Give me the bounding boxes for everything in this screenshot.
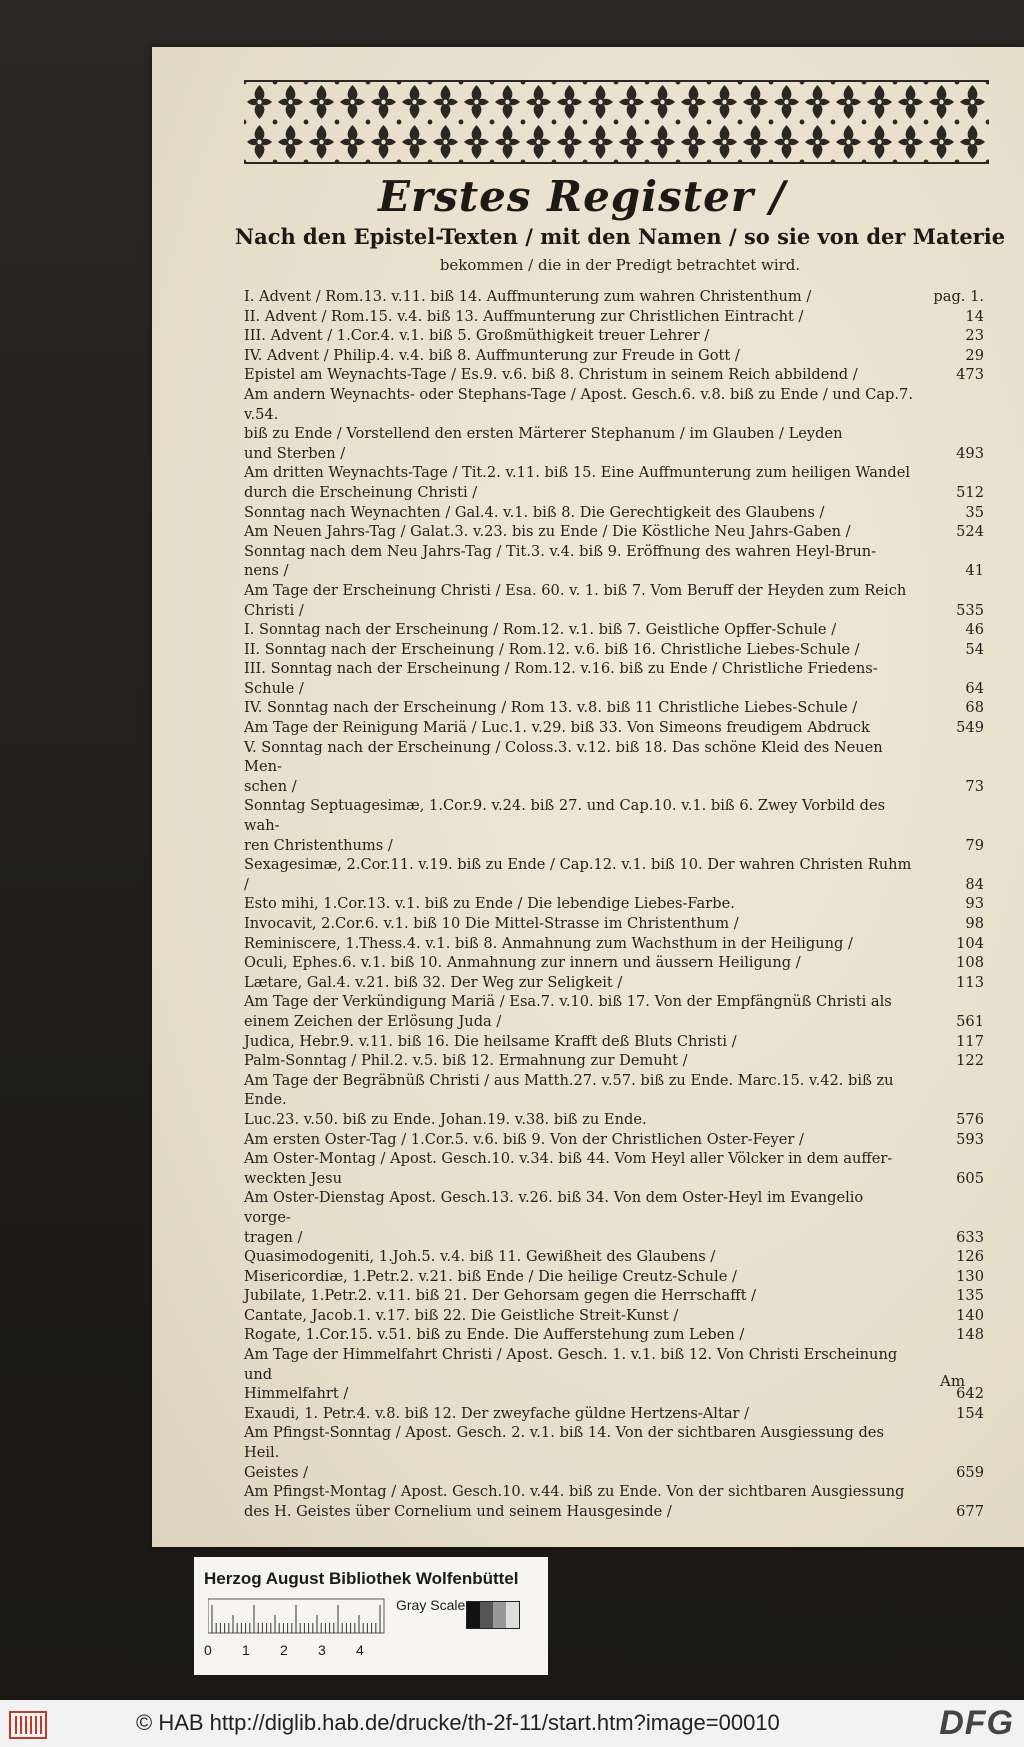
entry-text: nens /: [244, 562, 289, 580]
entry-text: Am Tage der Reinigung Mariä / Luc.1. v.29. biß 33. Von Simeons freudigem Abdruck: [244, 719, 870, 737]
register-entry: [244, 1345, 984, 1384]
entry-text: V. Sonntag nach der Erscheinung / Coloss.3. v.12. biß 18. Das schöne Kleid des Neuen Men-: [244, 738, 883, 776]
entry-text: Cantate, Jacob.1. v.17. biß 22. Die Geistliche Streit-Kunst /: [244, 1306, 679, 1324]
gray-swatch: [480, 1602, 493, 1628]
entry-text: II. Sonntag nach der Erscheinung / Rom.12. v.6. biß 16. Christliche Liebes-Schule /: [244, 640, 860, 658]
gray-swatch: [493, 1602, 506, 1628]
entry-page-number: 64: [965, 679, 984, 697]
entry-text: III. Sonntag nach der Erscheinung / Rom.12. v.16. biß zu Ende / Christliche Friedens-Schule /: [244, 660, 878, 697]
register-entry: [244, 934, 984, 954]
register-entry: [244, 601, 984, 621]
register-entry: [244, 855, 984, 894]
register-entry: [244, 326, 984, 346]
register-entry: [244, 1325, 984, 1345]
entry-page-number: 68: [965, 699, 984, 717]
entry-text: III. Advent / 1.Cor.4. v.1. biß 5. Großmüthigkeit treuer Lehrer /: [244, 327, 710, 345]
register-entry: [244, 738, 984, 777]
register-entry: [244, 424, 984, 444]
entry-page-number: 677: [956, 1502, 984, 1520]
entry-text: Am Oster-Montag / Apost. Gesch.10. v.34. biß 44. Vom Heyl aller Völcker in dem auffer-: [244, 1150, 893, 1168]
register-entry: [244, 659, 984, 698]
entry-text: schen /: [244, 777, 297, 795]
register-entry: [244, 1286, 984, 1306]
entry-page-number: 84: [965, 875, 984, 893]
entry-text: biß zu Ende / Vorstellend den ersten Märterer Stephanum / im Glauben / Leyden: [244, 425, 843, 443]
entry-text: Am Oster-Dienstag Apost. Gesch.13. v.26. biß 34. Von dem Oster-Heyl im Evangelio vorge-: [244, 1189, 864, 1226]
entry-page-number: 493: [956, 444, 984, 462]
register-entry: [244, 620, 984, 640]
entry-text: Am Neuen Jahrs-Tag / Galat.3. v.23. bis zu Ende / Die Köstliche Neu Jahrs-Gaben /: [244, 523, 851, 541]
entry-text: Geistes /: [244, 1463, 308, 1481]
register-entry: [244, 992, 984, 1012]
entry-page-number: 633: [956, 1228, 984, 1246]
entry-text: Rogate, 1.Cor.15. v.51. biß zu Ende. Die Aufferstehung zum Leben /: [244, 1326, 745, 1344]
register-entry: [244, 698, 984, 718]
entry-page-number: 29: [965, 346, 984, 364]
entry-text: Sexagesimæ, 2.Cor.11. v.19. biß zu Ende / Cap.12. v.1. biß 10. Der wahren Christen Ruhm /: [244, 856, 912, 893]
entry-text: des H. Geistes über Cornelium und seinem Hausgesinde /: [244, 1502, 672, 1520]
entry-page-number: 148: [956, 1326, 984, 1344]
hab-logo-icon: [8, 1706, 48, 1742]
entry-text: IV. Sonntag nach der Erscheinung / Rom 13. v.8. biß 11 Christliche Liebes-Schule /: [244, 699, 858, 717]
register-entry: [244, 796, 984, 835]
entry-page-number: 154: [956, 1404, 984, 1422]
register-entry: [244, 718, 984, 738]
entry-text: Invocavit, 2.Cor.6. v.1. biß 10 Die Mittel-Strasse im Christenthum /: [244, 915, 739, 932]
entry-page-number: 35: [965, 503, 984, 521]
entry-page-number: 576: [956, 1110, 984, 1128]
register-entry: [244, 581, 984, 601]
entry-text: Luc.23. v.50. biß zu Ende. Johan.19. v.38. biß zu Ende.: [244, 1110, 647, 1128]
register-entry: [244, 1188, 984, 1227]
entry-text: Am ersten Oster-Tag / 1.Cor.5. v.6. biß 9. Von der Christlichen Oster-Feyer /: [244, 1130, 804, 1148]
dfg-logo: DFG: [939, 1704, 1014, 1742]
register-entry: [244, 1247, 984, 1267]
register-entry: [244, 1032, 984, 1052]
entry-text: tragen /: [244, 1228, 303, 1246]
register-entry: [244, 1012, 984, 1032]
entry-text: Reminiscere, 1.Thess.4. v.1. biß 8. Anmahnung zum Wachsthum in der Heiligung /: [244, 934, 853, 952]
entry-text: Sonntag Septuagesimæ, 1.Cor.9. v.24. biß 27. und Cap.10. v.1. biß 6. Zwey Vorbild des wah-: [244, 797, 886, 835]
entry-page-number: 659: [956, 1463, 984, 1481]
entry-text: und Sterben /: [244, 444, 346, 462]
ruler-number: 1: [242, 1642, 250, 1658]
register-entry: [244, 307, 984, 327]
register-entry: [244, 444, 984, 464]
register-entry: [244, 346, 984, 366]
entry-text: Am Tage der Erscheinung Christi / Esa. 60. v. 1. biß 7. Vom Beruff der Heyden zum Reich: [244, 581, 907, 599]
register-entry: [244, 1051, 984, 1071]
library-name: Herzog August Bibliothek Wolfenbüttel: [204, 1569, 519, 1588]
entry-page-number: 104: [956, 934, 984, 952]
entry-page-number: 46: [965, 621, 984, 639]
entry-page-number: 535: [956, 601, 984, 619]
entry-text: Am Tage der Himmelfahrt Christi / Apost. Gesch. 1. v.1. biß 12. Von Christi Erscheinung und: [244, 1346, 898, 1383]
entry-text: Am Pfingst-Montag / Apost. Gesch.10. v.44. biß zu Ende. Von der sichtbaren Ausgiessung: [244, 1483, 905, 1501]
register-entry: [244, 914, 984, 934]
entry-text: Judica, Hebr.9. v.11. biß 16. Die heilsame Krafft deß Bluts Christi /: [244, 1032, 737, 1050]
entry-page-number: 512: [956, 483, 984, 501]
entry-page-number: 73: [965, 777, 984, 795]
register-entry: [244, 1169, 984, 1189]
register-entry: [244, 1502, 984, 1522]
register-entry: [244, 640, 984, 660]
register-entry: [244, 777, 984, 797]
entry-text: ren Christenthums /: [244, 836, 393, 854]
register-entry: [244, 1482, 984, 1502]
register-entry: [244, 1110, 984, 1130]
entry-text: Exaudi, 1. Petr.4. v.8. biß 12. Der zweyfache güldne Hertzens-Altar /: [244, 1404, 750, 1422]
entry-page-number: 126: [956, 1248, 984, 1266]
entry-text: Esto mihi, 1.Cor.13. v.1. biß zu Ende / Die lebendige Liebes-Farbe.: [244, 895, 735, 913]
entry-page-number: 108: [956, 954, 984, 972]
entry-text: Palm-Sonntag / Phil.2. v.5. biß 12. Ermahnung zur Demuht /: [244, 1052, 688, 1070]
entry-page-number: 113: [956, 973, 984, 991]
register-subtitle-continued: bekommen / die in der Predigt betrachtet wird.: [439, 256, 801, 274]
entry-page-number: 54: [965, 640, 984, 658]
ruler-number: 0: [204, 1642, 212, 1658]
entry-page-number: 642: [956, 1385, 984, 1403]
register-entry: [244, 1130, 984, 1150]
register-entry: [244, 463, 984, 483]
register-entry: [244, 1423, 984, 1462]
entry-text: I. Sonntag nach der Erscheinung / Rom.12. v.1. biß 7. Geistliche Opffer-Schule /: [244, 621, 837, 639]
entry-text: Himmelfahrt /: [244, 1385, 349, 1403]
entry-text: Sonntag nach dem Neu Jahrs-Tag / Tit.3. v.4. biß 9. Eröffnung des wahren Heyl-Brun-: [244, 542, 877, 560]
entry-text: einem Zeichen der Erlösung Juda /: [244, 1012, 502, 1030]
entry-page-number: 593: [956, 1130, 984, 1148]
register-entry: [244, 1384, 984, 1404]
register-entry: [244, 503, 984, 523]
register-entry: [244, 836, 984, 856]
entry-text: Am Tage der Begräbnüß Christi / aus Matth.27. v.57. biß zu Ende. Marc.15. v.42. biß zu Ende.: [244, 1071, 894, 1109]
entry-text: Christi /: [244, 601, 304, 619]
gray-scale-label: Gray Scale: [396, 1597, 466, 1613]
register-entry: [244, 973, 984, 993]
entry-text: Am Tage der Verkündigung Mariä / Esa.7. v.10. biß 17. Von der Empfängnüß Christi als: [244, 993, 892, 1011]
register-entry: [244, 1404, 984, 1424]
entry-text: Misericordiæ, 1.Petr.2. v.21. biß Ende / Die heilige Creutz-Schule /: [244, 1267, 737, 1285]
entry-text: durch die Erscheinung Christi /: [244, 483, 478, 501]
entry-text: weckten Jesu: [244, 1169, 343, 1187]
entry-page-number: 41: [965, 562, 984, 580]
entry-text: Am andern Weynachts- oder Stephans-Tage / Apost. Gesch.6. v.8. biß zu Ende / und Cap.7. v.54.: [244, 385, 913, 423]
register-entry: [244, 1306, 984, 1326]
entry-page-number: 605: [956, 1169, 984, 1187]
entry-text: IV. Advent / Philip.4. v.4. biß 8. Auffmunterung zur Freude in Gott /: [244, 346, 740, 364]
entry-text: Am dritten Weynachts-Tage / Tit.2. v.11. biß 15. Eine Auffmunterung zum heiligen Wandel: [244, 464, 911, 482]
register-entry: [244, 1071, 984, 1110]
register-entry: [244, 1149, 984, 1169]
gray-swatch: [506, 1602, 519, 1628]
footer-bar: [0, 1700, 1024, 1747]
scale-ruler: [208, 1597, 388, 1637]
entry-page-number: 561: [956, 1012, 984, 1030]
register-entry: [244, 483, 984, 503]
copyright-link[interactable]: © HAB http://diglib.hab.de/drucke/th-2f-11/start.htm?image=00010: [136, 1710, 780, 1735]
library-scan-label: [194, 1557, 548, 1675]
gray-swatch: [467, 1602, 480, 1628]
entry-text: Quasimodogeniti, 1.Joh.5. v.4. biß 11. Gewißheit des Glaubens /: [244, 1248, 716, 1266]
entry-page-number: 549: [956, 719, 984, 737]
entry-text: Jubilate, 1.Petr.2. v.11. biß 21. Der Gehorsam gegen die Herrschafft /: [244, 1287, 757, 1305]
register-entry: [244, 894, 984, 914]
entry-page-number: 93: [965, 895, 984, 913]
entry-page-number: 135: [956, 1287, 984, 1305]
register-entry: [244, 542, 984, 562]
register-entry: [244, 385, 984, 424]
register-entry: [244, 561, 984, 581]
entry-text: Sonntag nach Weynachten / Gal.4. v.1. biß 8. Die Gerechtigkeit des Glaubens /: [244, 503, 825, 521]
entry-page-number: 23: [965, 327, 984, 345]
register-subtitle: Nach den Epistel-Texten / mit den Namen / so sie von der Materie: [234, 224, 1006, 249]
ruler-number: 3: [318, 1642, 326, 1658]
entry-page-number: 79: [965, 836, 984, 854]
register-entry: [244, 522, 984, 542]
ruler-number: 4: [356, 1642, 364, 1658]
register-entries: [244, 287, 984, 1521]
register-entry: [244, 1228, 984, 1248]
entry-page-number: 14: [965, 307, 984, 325]
entry-page-number: 122: [956, 1052, 984, 1070]
decorative-header-band: [244, 80, 989, 164]
register-title: Erstes Register /: [378, 172, 786, 221]
entry-page-number: 98: [965, 915, 984, 932]
entry-page-number: 473: [956, 366, 984, 384]
entry-page-number: 130: [956, 1267, 984, 1285]
register-entry: [244, 287, 984, 307]
entry-text: II. Advent / Rom.15. v.4. biß 13. Auffmunterung zur Christlichen Eintracht /: [244, 307, 804, 325]
catchword: Am: [940, 1372, 966, 1390]
register-entry: [244, 1267, 984, 1287]
entry-text: Oculi, Ephes.6. v.1. biß 10. Anmahnung zur innern und äussern Heiligung /: [244, 954, 801, 972]
entry-text: Epistel am Weynachts-Tage / Es.9. v.6. biß 8. Christum in seinem Reich abbildend /: [244, 366, 858, 384]
entry-text: Lætare, Gal.4. v.21. biß 32. Der Weg zur Seligkeit /: [244, 973, 623, 991]
gray-scale-chart: [466, 1601, 520, 1629]
register-entry: [244, 953, 984, 973]
entry-page-number: 524: [956, 523, 984, 541]
entry-text: I. Advent / Rom.13. v.11. biß 14. Auffmunterung zum wahren Christenthum /: [244, 288, 812, 305]
register-entry: [244, 365, 984, 385]
entry-page-number: pag. 1.: [933, 288, 984, 305]
register-entry: [244, 1463, 984, 1483]
ruler-number: 2: [280, 1642, 288, 1658]
entry-page-number: 117: [956, 1032, 984, 1050]
entry-text: Am Pfingst-Sonntag / Apost. Gesch. 2. v.1. biß 14. Von der sichtbaren Ausgiessung des Heil.: [244, 1424, 884, 1462]
entry-page-number: 140: [956, 1306, 984, 1324]
